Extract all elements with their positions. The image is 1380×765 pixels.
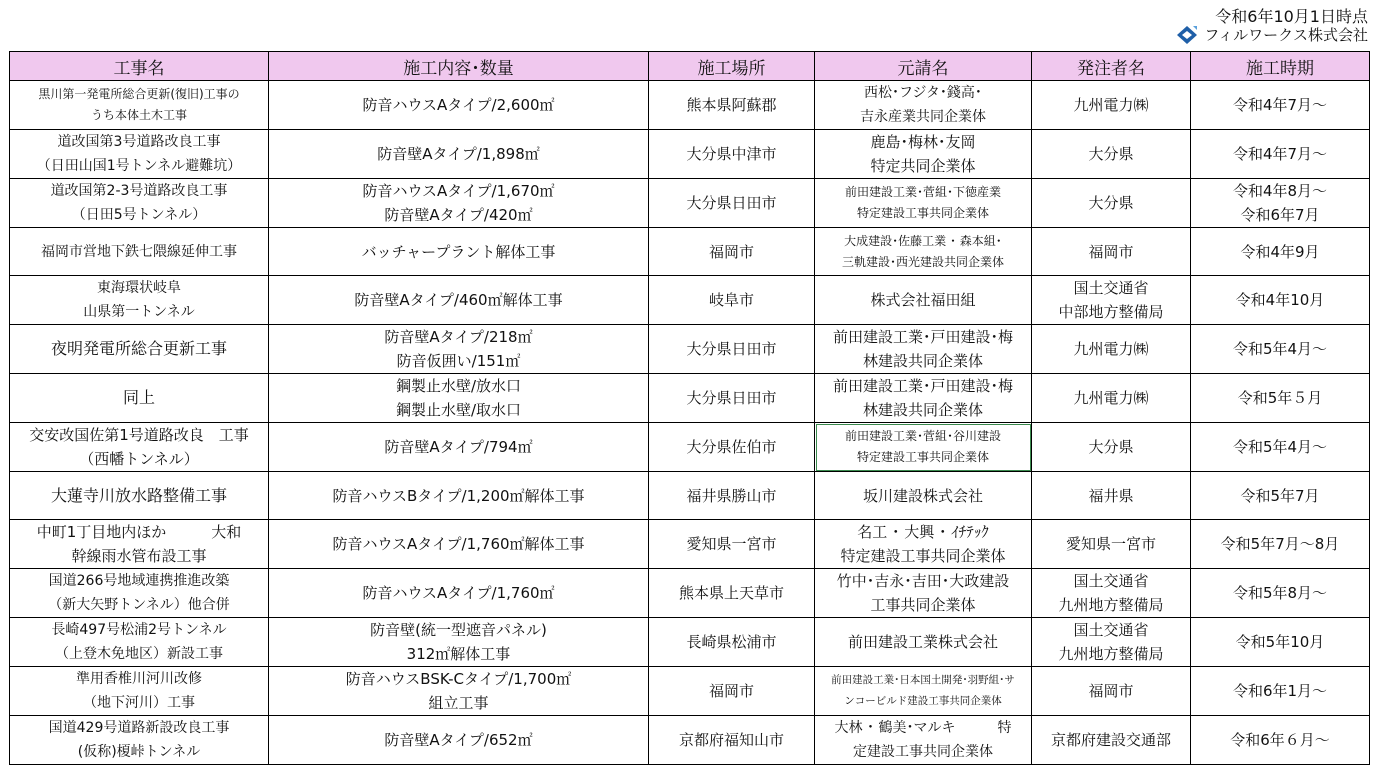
period-cell: 令和4年7月～ bbox=[1191, 130, 1370, 179]
content-cell: 防音ハウスAタイプ/1,760㎡ bbox=[269, 569, 649, 618]
contractor-cell: 鹿島･梅林･友岡 特定共同企業体 bbox=[815, 130, 1032, 179]
table-row bbox=[10, 228, 1370, 276]
project-name-cell: 福岡市営地下鉄七隈線延伸工事 bbox=[10, 228, 269, 276]
project-name-cell: 大蓮寺川放水路整備工事 bbox=[10, 472, 269, 520]
contractor-cell: 前田建設工業･菅組･下徳産業 特定建設工事共同企業体 bbox=[815, 179, 1032, 228]
location-cell: 大分県日田市 bbox=[649, 179, 815, 228]
contractor-cell: 前田建設工業･日本国土開発･羽野組･サ ンコービルド建設工事共同企業体 bbox=[815, 667, 1032, 716]
contractor-cell: 西松･フジタ･錢高･ 吉永産業共同企業体 bbox=[815, 81, 1032, 130]
location-cell: 長崎県松浦市 bbox=[649, 618, 815, 667]
project-name-cell: 交安改国佐第1号道路改良 工事 （西幡トンネル） bbox=[10, 423, 269, 472]
period-cell: 令和5年8月～ bbox=[1191, 569, 1370, 618]
client-cell: 大分県 bbox=[1032, 130, 1191, 179]
content-cell: 防音壁(統一型遮音パネル) 312㎡解体工事 bbox=[269, 618, 649, 667]
table-row bbox=[10, 276, 1370, 325]
period-cell: 令和6年1月～ bbox=[1191, 667, 1370, 716]
column-header-location: 施工場所 bbox=[649, 52, 815, 81]
client-cell: 愛知県一宮市 bbox=[1032, 520, 1191, 569]
content-cell: 防音ハウスBタイプ/1,200㎡解体工事 bbox=[269, 472, 649, 520]
table-row bbox=[10, 130, 1370, 179]
table-row bbox=[10, 374, 1370, 423]
client-cell: 福井県 bbox=[1032, 472, 1191, 520]
content-cell: 防音ハウスAタイプ/2,600㎡ bbox=[269, 81, 649, 130]
contractor-cell: 大林 ･ 鶴美･マルキ 特 定建設工事共同企業体 bbox=[815, 716, 1032, 765]
period-cell: 令和5年５月 bbox=[1191, 374, 1370, 423]
as-of-date: 令和6年10月1日時点 bbox=[1215, 7, 1368, 26]
project-name-cell: 国道266号地域連携推進改築 （新大矢野トンネル）他合併 bbox=[10, 569, 269, 618]
project-name-cell: 長崎497号松浦2号トンネル （上登木免地区）新設工事 bbox=[10, 618, 269, 667]
client-cell: 国土交通省 中部地方整備局 bbox=[1032, 276, 1191, 325]
table-row bbox=[10, 716, 1370, 765]
location-cell: 福井県勝山市 bbox=[649, 472, 815, 520]
location-cell: 福岡市 bbox=[649, 228, 815, 276]
contractor-cell: 名工 ･ 大興 ･ ｲﾁﾃｯｸ 特定建設工事共同企業体 bbox=[815, 520, 1032, 569]
column-header-project: 工事名 bbox=[10, 52, 269, 81]
project-name-cell: 東海環状岐阜 山県第一トンネル bbox=[10, 276, 269, 325]
client-cell: 福岡市 bbox=[1032, 228, 1191, 276]
project-name-cell: 道改国第3号道路改良工事 （日田山国1号トンネル避難坑） bbox=[10, 130, 269, 179]
client-cell: 国土交通省 九州地方整備局 bbox=[1032, 569, 1191, 618]
project-name-cell: 道改国第2-3号道路改良工事 （日田5号トンネル） bbox=[10, 179, 269, 228]
project-name-cell: 国道429号道路新設改良工事 (仮称)榎峠トンネル bbox=[10, 716, 269, 765]
project-name-cell: 準用香椎川河川改修 （地下河川）工事 bbox=[10, 667, 269, 716]
table-row bbox=[10, 472, 1370, 520]
period-cell: 令和5年7月～8月 bbox=[1191, 520, 1370, 569]
client-cell: 国土交通省 九州地方整備局 bbox=[1032, 618, 1191, 667]
content-cell: 防音ハウスAタイプ/1,760㎡解体工事 bbox=[269, 520, 649, 569]
location-cell: 熊本県阿蘇郡 bbox=[649, 81, 815, 130]
content-cell: 防音壁Aタイプ/652㎡ bbox=[269, 716, 649, 765]
content-cell: 鋼製止水壁/放水口 鋼製止水壁/取水口 bbox=[269, 374, 649, 423]
contractor-cell: 大成建設･佐藤工業 ･ 森本組･ 三軌建設･西光建設共同企業体 bbox=[815, 228, 1032, 276]
client-cell: 九州電力㈱ bbox=[1032, 325, 1191, 374]
table-row bbox=[10, 569, 1370, 618]
contractor-cell: 前田建設工業･戸田建設･梅 林建設共同企業体 bbox=[815, 325, 1032, 374]
location-cell: 大分県日田市 bbox=[649, 374, 815, 423]
company-brand bbox=[1176, 24, 1368, 45]
company-logo-icon bbox=[1176, 25, 1198, 45]
period-cell: 令和4年10月 bbox=[1191, 276, 1370, 325]
table-row bbox=[10, 325, 1370, 374]
location-cell: 大分県日田市 bbox=[649, 325, 815, 374]
location-cell: 福岡市 bbox=[649, 667, 815, 716]
table-row bbox=[10, 81, 1370, 130]
client-cell: 九州電力㈱ bbox=[1032, 81, 1191, 130]
table-row bbox=[10, 667, 1370, 716]
content-cell: バッチャープラント解体工事 bbox=[269, 228, 649, 276]
client-cell: 福岡市 bbox=[1032, 667, 1191, 716]
contractor-cell: 前田建設工業･戸田建設･梅 林建設共同企業体 bbox=[815, 374, 1032, 423]
content-cell: 防音ハウスBSK-Cタイプ/1,700㎡ 組立工事 bbox=[269, 667, 649, 716]
period-cell: 令和5年7月 bbox=[1191, 472, 1370, 520]
content-cell: 防音壁Aタイプ/1,898㎡ bbox=[269, 130, 649, 179]
client-cell: 大分県 bbox=[1032, 179, 1191, 228]
client-cell: 九州電力㈱ bbox=[1032, 374, 1191, 423]
location-cell: 愛知県一宮市 bbox=[649, 520, 815, 569]
location-cell: 大分県中津市 bbox=[649, 130, 815, 179]
contractor-cell: 株式会社福田組 bbox=[815, 276, 1032, 325]
content-cell: 防音壁Aタイプ/794㎡ bbox=[269, 423, 649, 472]
period-cell: 令和4年8月～ 令和6年7月 bbox=[1191, 179, 1370, 228]
period-cell: 令和5年4月～ bbox=[1191, 325, 1370, 374]
period-cell: 令和4年7月～ bbox=[1191, 81, 1370, 130]
content-cell: 防音壁Aタイプ/218㎡ 防音仮囲い/151㎡ bbox=[269, 325, 649, 374]
table-row bbox=[10, 520, 1370, 569]
company-name: フィルワークス株式会社 bbox=[1204, 26, 1368, 44]
contractor-cell: 坂川建設株式会社 bbox=[815, 472, 1032, 520]
construction-record-table bbox=[9, 51, 1370, 765]
table-row bbox=[10, 423, 1370, 472]
period-cell: 令和6年６月～ bbox=[1191, 716, 1370, 765]
content-cell: 防音壁Aタイプ/460㎡解体工事 bbox=[269, 276, 649, 325]
location-cell: 熊本県上天草市 bbox=[649, 569, 815, 618]
client-cell: 大分県 bbox=[1032, 423, 1191, 472]
location-cell: 岐阜市 bbox=[649, 276, 815, 325]
table-row bbox=[10, 618, 1370, 667]
project-name-cell: 夜明発電所総合更新工事 bbox=[10, 325, 269, 374]
content-cell: 防音ハウスAタイプ/1,670㎡ 防音壁Aタイプ/420㎡ bbox=[269, 179, 649, 228]
location-cell: 京都府福知山市 bbox=[649, 716, 815, 765]
period-cell: 令和5年4月～ bbox=[1191, 423, 1370, 472]
column-header-client: 発注者名 bbox=[1032, 52, 1191, 81]
project-name-cell: 中町1丁目地内ほか 大和 幹線雨水管布設工事 bbox=[10, 520, 269, 569]
period-cell: 令和4年9月 bbox=[1191, 228, 1370, 276]
period-cell: 令和5年10月 bbox=[1191, 618, 1370, 667]
contractor-cell: 竹中･吉永･吉田･大政建設 工事共同企業体 bbox=[815, 569, 1032, 618]
contractor-cell-selected[interactable]: 前田建設工業･菅組･谷川建設 特定建設工事共同企業体 bbox=[815, 423, 1032, 472]
column-header-contractor: 元請名 bbox=[815, 52, 1032, 81]
table-row bbox=[10, 179, 1370, 228]
column-header-period: 施工時期 bbox=[1191, 52, 1370, 81]
location-cell: 大分県佐伯市 bbox=[649, 423, 815, 472]
project-name-cell: 黒川第一発電所総合更新(復旧)工事の うち本体土木工事 bbox=[10, 81, 269, 130]
project-name-cell: 同上 bbox=[10, 374, 269, 423]
contractor-cell: 前田建設工業株式会社 bbox=[815, 618, 1032, 667]
table-header-row bbox=[10, 52, 1370, 81]
column-header-content: 施工内容･数量 bbox=[269, 52, 649, 81]
client-cell: 京都府建設交通部 bbox=[1032, 716, 1191, 765]
